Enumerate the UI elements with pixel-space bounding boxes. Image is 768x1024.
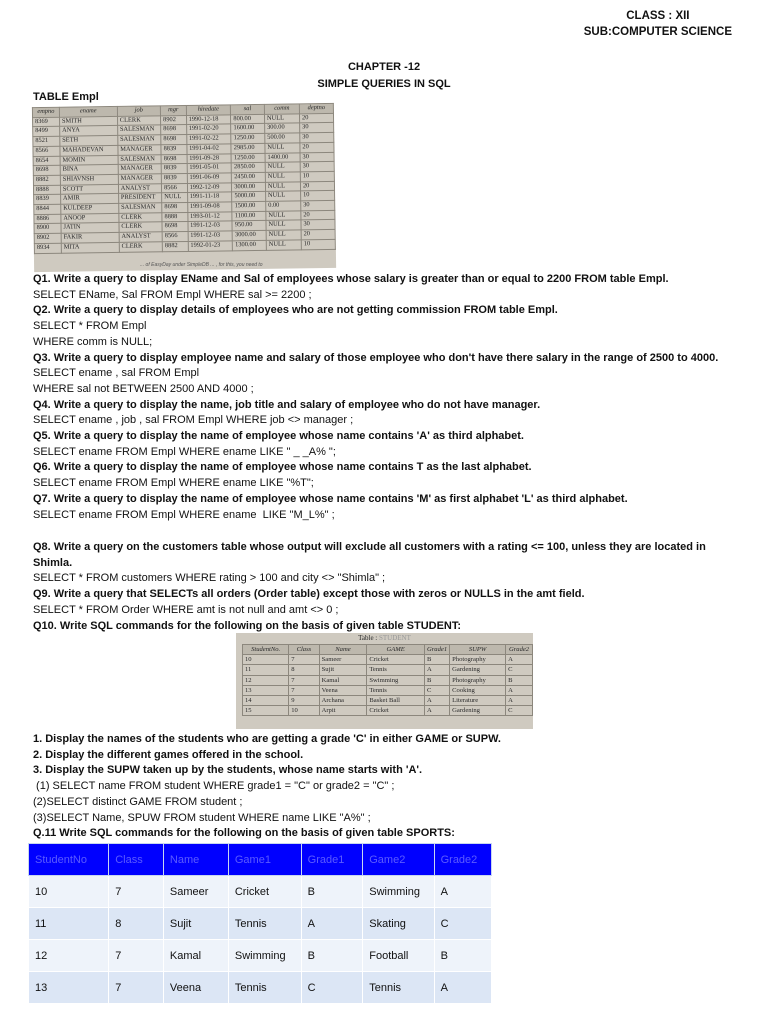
answer-6-line: SELECT ename FROM Empl WHERE ename LIKE "%T"; xyxy=(33,477,314,490)
sports-cell: Veena xyxy=(163,972,228,1004)
empl-cell: MANAGER xyxy=(118,164,161,174)
empl-cell: 1500.00 xyxy=(232,201,266,211)
sports-cell: 7 xyxy=(109,972,164,1004)
empl-cell: 2985.00 xyxy=(231,143,265,153)
student-table-title xyxy=(236,633,533,644)
sports-cell: A xyxy=(434,876,491,908)
student-cell: A xyxy=(506,685,533,695)
empl-cell: 8882 xyxy=(33,175,60,185)
q10-answer: (2)SELECT distinct GAME FROM student ; xyxy=(33,795,243,808)
student-cell: Kamal xyxy=(319,675,367,685)
sports-cell: 10 xyxy=(29,876,109,908)
question-9: Q9. Write a query that SELECTs all orders (Order table) except those with zeros or NULLS in the amt field. xyxy=(33,588,585,601)
empl-image-caption: ... of EasyDay under SimpleDB ... , for this, you need to xyxy=(140,262,263,268)
student-cell: A xyxy=(424,665,449,675)
sports-col-header: StudentNo xyxy=(29,844,109,876)
empl-cell: 30 xyxy=(301,200,335,210)
empl-cell: 30 xyxy=(300,162,334,172)
empl-cell: NULL xyxy=(264,114,299,124)
sports-cell: 13 xyxy=(29,972,109,1004)
empl-col-header: empno xyxy=(32,107,59,117)
empl-col-header: mgr xyxy=(160,105,186,115)
sports-cell: 8 xyxy=(109,908,164,940)
q10-answer: (1) SELECT name FROM student WHERE grade1 = "C" or grade2 = "C" ; xyxy=(33,780,395,793)
sports-col-header: Name xyxy=(163,844,228,876)
sports-cell: Tennis xyxy=(363,972,434,1004)
sports-row xyxy=(29,876,492,908)
sports-cell: A xyxy=(434,972,491,1004)
student-row xyxy=(243,685,533,695)
question-7: Q7. Write a query to display the name of employee whose name contains 'M' as first alphabet 'L' as third alphabet. xyxy=(33,492,628,505)
empl-cell: 5000.00 xyxy=(232,192,266,202)
empl-cell: 3000.00 xyxy=(232,230,266,240)
q10-task: 2. Display the different games offered in the school. xyxy=(33,748,304,761)
empl-cell: 8934 xyxy=(34,243,61,253)
sports-cell: C xyxy=(434,908,491,940)
empl-cell: 30 xyxy=(300,123,334,133)
sports-cell: B xyxy=(301,940,363,972)
empl-cell: CLERK xyxy=(117,116,160,126)
answer-9-line: SELECT * FROM Order WHERE amt is not null and amt <> 0 ; xyxy=(33,603,339,616)
empl-cell: 10 xyxy=(301,191,335,201)
sports-row xyxy=(29,972,492,1004)
question-2: Q2. Write a query to display details of employees who are not getting commission FROM table Empl. xyxy=(33,304,558,317)
empl-cell: NULL xyxy=(266,240,301,250)
student-cell: 10 xyxy=(243,655,289,665)
empl-cell: 20 xyxy=(301,210,335,220)
empl-cell: 30 xyxy=(300,152,334,162)
student-cell: Cricket xyxy=(367,706,425,716)
student-cell: 12 xyxy=(243,675,289,685)
student-cell: C xyxy=(424,685,449,695)
empl-cell: SALESMAN xyxy=(118,154,161,164)
student-cell: A xyxy=(506,696,533,706)
empl-cell: 8839 xyxy=(161,173,187,183)
sports-cell: C xyxy=(301,972,363,1004)
empl-cell: ANALYST xyxy=(118,183,161,193)
empl-cell: 1400.00 xyxy=(265,152,300,162)
sports-cell: 7 xyxy=(109,876,164,908)
student-cell: B xyxy=(424,655,449,665)
sports-cell: Tennis xyxy=(228,972,301,1004)
class-label: CLASS : XII xyxy=(626,10,690,22)
empl-cell: 1991-02-20 xyxy=(186,124,231,134)
answer-3-line: WHERE sal not BETWEEN 2500 AND 4000 ; xyxy=(33,382,254,395)
empl-cell: 8888 xyxy=(162,212,188,222)
question-11: Q.11 Write SQL commands for the following on the basis of given table SPORTS: xyxy=(33,827,455,840)
empl-cell: AMIR xyxy=(60,194,118,205)
student-col-header: SUPW xyxy=(450,645,506,655)
empl-cell: 8698 xyxy=(161,125,187,135)
question-3: Q3. Write a query to display employee name and salary of those employee who don't have there salary in the range of 2500 to 4000. xyxy=(33,351,719,364)
student-cell: Cooking xyxy=(450,685,506,695)
student-cell: Veena xyxy=(319,685,367,695)
empl-cell: 1993-01-12 xyxy=(187,212,232,222)
student-cell: 15 xyxy=(243,706,289,716)
empl-cell: 1300.00 xyxy=(233,240,267,250)
empl-cell: NULL xyxy=(266,230,301,240)
student-row xyxy=(243,706,533,716)
student-cell: Photography xyxy=(450,655,506,665)
empl-table xyxy=(32,103,336,254)
sports-cell: Football xyxy=(363,940,434,972)
empl-cell: 8839 xyxy=(34,195,61,205)
empl-cell: 8886 xyxy=(34,214,61,224)
student-cell: Swimming xyxy=(367,675,425,685)
empl-cell: 3000.00 xyxy=(232,182,266,192)
student-cell: 9 xyxy=(289,696,319,706)
sports-cell: 11 xyxy=(29,908,109,940)
student-title-name: STUDENT xyxy=(379,634,411,642)
student-cell: Sameer xyxy=(319,655,367,665)
sports-row xyxy=(29,940,492,972)
empl-cell: 8654 xyxy=(33,156,60,166)
empl-cell: 8902 xyxy=(161,115,187,125)
sports-cell: 7 xyxy=(109,940,164,972)
student-row xyxy=(243,675,533,685)
empl-cell: 800.00 xyxy=(231,114,265,124)
empl-cell: ANOOP xyxy=(61,213,119,224)
empl-cell: 8882 xyxy=(162,241,188,251)
student-cell: 7 xyxy=(289,675,319,685)
empl-cell: CLERK xyxy=(119,213,162,223)
empl-cell: 30 xyxy=(301,220,335,230)
student-row xyxy=(243,696,533,706)
student-cell: A xyxy=(424,696,449,706)
empl-cell: 1250.00 xyxy=(231,153,265,163)
sports-col-header: Grade2 xyxy=(434,844,491,876)
empl-cell: ANYA xyxy=(60,126,118,137)
empl-cell: 20 xyxy=(301,230,335,240)
empl-cell: 8698 xyxy=(161,135,187,145)
sports-col-header: Game1 xyxy=(228,844,301,876)
empl-cell: 8900 xyxy=(34,224,61,234)
empl-cell: 8698 xyxy=(33,165,60,175)
questions-block-2 xyxy=(33,540,743,634)
sports-col-header: Class xyxy=(109,844,164,876)
q10-task: 3. Display the SUPW taken up by the students, whose name starts with 'A'. xyxy=(33,764,423,777)
empl-cell: 1100.00 xyxy=(232,211,266,221)
empl-cell: NULL xyxy=(265,172,300,182)
empl-cell: 300.00 xyxy=(265,123,300,133)
empl-cell: 1992-12-09 xyxy=(187,182,232,192)
empl-cell: MOMIN xyxy=(60,155,118,166)
student-cell: Tennis xyxy=(367,685,425,695)
answer-8-line: SELECT * FROM customers WHERE rating > 100 and city <> "Shimla" ; xyxy=(33,572,386,585)
student-cell: Sujit xyxy=(319,665,367,675)
empl-cell: BINA xyxy=(60,165,118,176)
empl-cell: 1991-12-03 xyxy=(188,221,233,231)
sports-cell: Swimming xyxy=(363,876,434,908)
student-col-header: GAME xyxy=(367,645,425,655)
empl-cell: 20 xyxy=(300,142,334,152)
sports-cell: Kamal xyxy=(163,940,228,972)
empl-cell: SALESMAN xyxy=(118,203,161,213)
empl-cell: 20 xyxy=(300,181,334,191)
sports-cell: Sujit xyxy=(163,908,228,940)
answer-2-line: WHERE comm is NULL; xyxy=(33,335,153,348)
empl-cell: 8839 xyxy=(161,144,187,154)
empl-cell: 8698 xyxy=(162,202,188,212)
sports-cell: 12 xyxy=(29,940,109,972)
empl-cell: 1991-09-08 xyxy=(187,202,232,212)
empl-col-header: ename xyxy=(59,106,117,117)
empl-cell: NULL xyxy=(265,143,300,153)
student-table-image xyxy=(236,633,533,729)
sports-row xyxy=(29,908,492,940)
empl-col-header: job xyxy=(117,106,160,116)
empl-cell: PRESIDENT xyxy=(118,193,161,203)
sports-col-header: Grade1 xyxy=(301,844,363,876)
answer-1-line: SELECT EName, Sal FROM Empl WHERE sal >= 2200 ; xyxy=(33,288,312,301)
sports-cell: B xyxy=(434,940,491,972)
empl-cell: SALESMAN xyxy=(117,125,160,135)
student-cell: Gardening xyxy=(450,665,506,675)
sports-cell: Cricket xyxy=(228,876,301,908)
student-cell: 7 xyxy=(289,655,319,665)
empl-cell: 1991-04-02 xyxy=(186,144,231,154)
sports-cell: Swimming xyxy=(228,940,301,972)
question-1: Q1. Write a query to display EName and Sal of employees whose salary is greater than or equal to 2200 FROM table Empl. xyxy=(33,273,669,285)
q10-answer: (3)SELECT Name, SPUW FROM student WHERE name LIKE "A%" ; xyxy=(33,811,371,824)
empl-cell: 8499 xyxy=(33,127,60,137)
empl-table-label: TABLE Empl xyxy=(33,91,99,103)
empl-cell: 950.00 xyxy=(232,221,266,231)
sports-cell: B xyxy=(301,876,363,908)
student-cell: C xyxy=(506,665,533,675)
sports-table xyxy=(28,843,492,1004)
empl-cell: JATIN xyxy=(61,223,119,234)
subject-label: SUB:COMPUTER SCIENCE xyxy=(583,26,732,38)
student-col-header: Grade2 xyxy=(506,645,533,655)
empl-cell: SHIAVNSH xyxy=(60,174,118,185)
question-6: Q6. Write a query to display the name of employee whose name contains T as the last alphabet. xyxy=(33,461,532,474)
sports-col-header: Game2 xyxy=(363,844,434,876)
empl-col-header: sal xyxy=(231,104,265,114)
answer-2-line: SELECT * FROM Empl xyxy=(33,320,147,333)
empl-cell: 0.00 xyxy=(266,201,301,211)
empl-cell: 8521 xyxy=(33,136,60,146)
answer-7-line: SELECT ename FROM Empl WHERE ename LIKE "M_L%" ; xyxy=(33,508,335,521)
question-8: Q8. Write a query on the customers table whose output will exclude all customers with a rating <= 100, unless they are located in Shimla. xyxy=(33,541,706,569)
empl-cell: 10 xyxy=(300,171,334,181)
empl-cell: CLERK xyxy=(119,242,162,252)
chapter-number: CHAPTER -12 xyxy=(347,61,421,73)
empl-cell: NULL xyxy=(162,193,188,203)
student-cell: A xyxy=(424,706,449,716)
empl-cell: NULL xyxy=(266,211,301,221)
student-cell: Arpit xyxy=(319,706,367,716)
empl-cell: NULL xyxy=(265,181,300,191)
student-col-header: Name xyxy=(319,645,367,655)
student-cell: Photography xyxy=(450,675,506,685)
empl-cell: MANAGER xyxy=(118,174,161,184)
empl-cell: NULL xyxy=(266,220,301,230)
chapter-title: SIMPLE QUERIES IN SQL xyxy=(317,78,451,90)
empl-cell: 8566 xyxy=(162,183,188,193)
answer-4-line: SELECT ename , job , sal FROM Empl WHERE job <> manager ; xyxy=(33,414,354,427)
empl-table-image xyxy=(32,103,336,272)
empl-cell: 1600.00 xyxy=(231,124,265,134)
student-cell: Gardening xyxy=(450,706,506,716)
empl-cell: 8369 xyxy=(33,117,60,127)
student-cell: 13 xyxy=(243,685,289,695)
student-cell: 10 xyxy=(289,706,319,716)
student-cell: 8 xyxy=(289,665,319,675)
student-col-header: Class xyxy=(289,645,319,655)
answer-5-line: SELECT ename FROM Empl WHERE ename LIKE " _ _A% "; xyxy=(33,445,336,458)
empl-cell: KULDEEP xyxy=(61,203,119,214)
student-row xyxy=(243,665,533,675)
student-cell: A xyxy=(506,655,533,665)
student-cell: B xyxy=(424,675,449,685)
sports-cell: Skating xyxy=(363,908,434,940)
student-col-header: Grade1 xyxy=(424,645,449,655)
empl-cell: 8902 xyxy=(34,233,61,243)
empl-cell: 1990-12-18 xyxy=(186,115,231,125)
empl-cell: 1991-06-09 xyxy=(187,173,232,183)
empl-cell: NULL xyxy=(265,162,300,172)
empl-cell: MITA xyxy=(61,242,119,253)
empl-col-header: hiredate xyxy=(186,105,231,115)
empl-cell: 8566 xyxy=(162,232,188,242)
sports-cell: A xyxy=(301,908,363,940)
empl-cell: FAKIR xyxy=(61,233,119,244)
empl-cell: 10 xyxy=(301,239,335,249)
empl-cell: 1992-01-23 xyxy=(188,241,233,251)
empl-cell: 20 xyxy=(299,113,333,123)
page-header xyxy=(584,8,732,40)
empl-cell: 8839 xyxy=(161,164,187,174)
student-row xyxy=(243,655,533,665)
student-cell: 11 xyxy=(243,665,289,675)
student-cell: Cricket xyxy=(367,655,425,665)
empl-cell: 2850.00 xyxy=(231,163,265,173)
empl-col-header: deptno xyxy=(299,103,333,113)
empl-cell: 8844 xyxy=(34,204,61,214)
sports-cell: Tennis xyxy=(228,908,301,940)
student-cell: B xyxy=(506,675,533,685)
question-10: Q10. Write SQL commands for the following on the basis of given table STUDENT: xyxy=(33,619,462,632)
empl-cell: 1991-02-22 xyxy=(186,134,231,144)
empl-cell: 500.00 xyxy=(265,133,300,143)
question-5: Q5. Write a query to display the name of employee whose name contains 'A' as third alphabet. xyxy=(33,430,524,443)
student-cell: C xyxy=(506,706,533,716)
empl-cell: 1991-12-03 xyxy=(188,231,233,241)
student-cell: Basket Ball xyxy=(367,696,425,706)
student-cell: 14 xyxy=(243,696,289,706)
student-cell: Archana xyxy=(319,696,367,706)
empl-cell: 2450.00 xyxy=(232,172,266,182)
student-cell: 7 xyxy=(289,685,319,695)
empl-cell: 1991-11-18 xyxy=(187,192,232,202)
sports-cell: Sameer xyxy=(163,876,228,908)
question-4: Q4. Write a query to display the name, job title and salary of employee who do not have manager. xyxy=(33,398,541,411)
answer-3-line: SELECT ename , sal FROM Empl xyxy=(33,367,200,380)
empl-cell: NULL xyxy=(265,191,300,201)
empl-cell: MAHADEVAN xyxy=(60,145,118,156)
q10-block xyxy=(33,732,743,842)
empl-cell: SMITH xyxy=(59,116,117,127)
empl-cell: 1250.00 xyxy=(231,133,265,143)
empl-cell: 8888 xyxy=(33,185,60,195)
empl-cell: 1991-05-01 xyxy=(187,163,232,173)
empl-cell: 1991-09-28 xyxy=(187,153,232,163)
student-cell: Literature xyxy=(450,696,506,706)
q10-task: 1. Display the names of the students who are getting a grade 'C' in either GAME or SUPW. xyxy=(33,733,501,745)
empl-cell: 30 xyxy=(300,133,334,143)
student-col-header: StudentNo. xyxy=(243,645,289,655)
student-table xyxy=(242,644,533,716)
student-cell: Tennis xyxy=(367,665,425,675)
empl-cell: 8566 xyxy=(33,146,60,156)
empl-cell: 8698 xyxy=(161,154,187,164)
student-title-prefix: Table : xyxy=(358,634,378,642)
questions-block-1 xyxy=(33,272,743,523)
empl-cell: SETH xyxy=(60,136,118,147)
empl-cell: SALESMAN xyxy=(118,135,161,145)
empl-cell: SCOTT xyxy=(60,184,118,195)
empl-cell: ANALYST xyxy=(119,232,162,242)
empl-cell: 8698 xyxy=(162,222,188,232)
empl-cell: MANAGER xyxy=(118,145,161,155)
empl-col-header: comm xyxy=(264,104,299,114)
empl-cell: CLERK xyxy=(119,222,162,232)
